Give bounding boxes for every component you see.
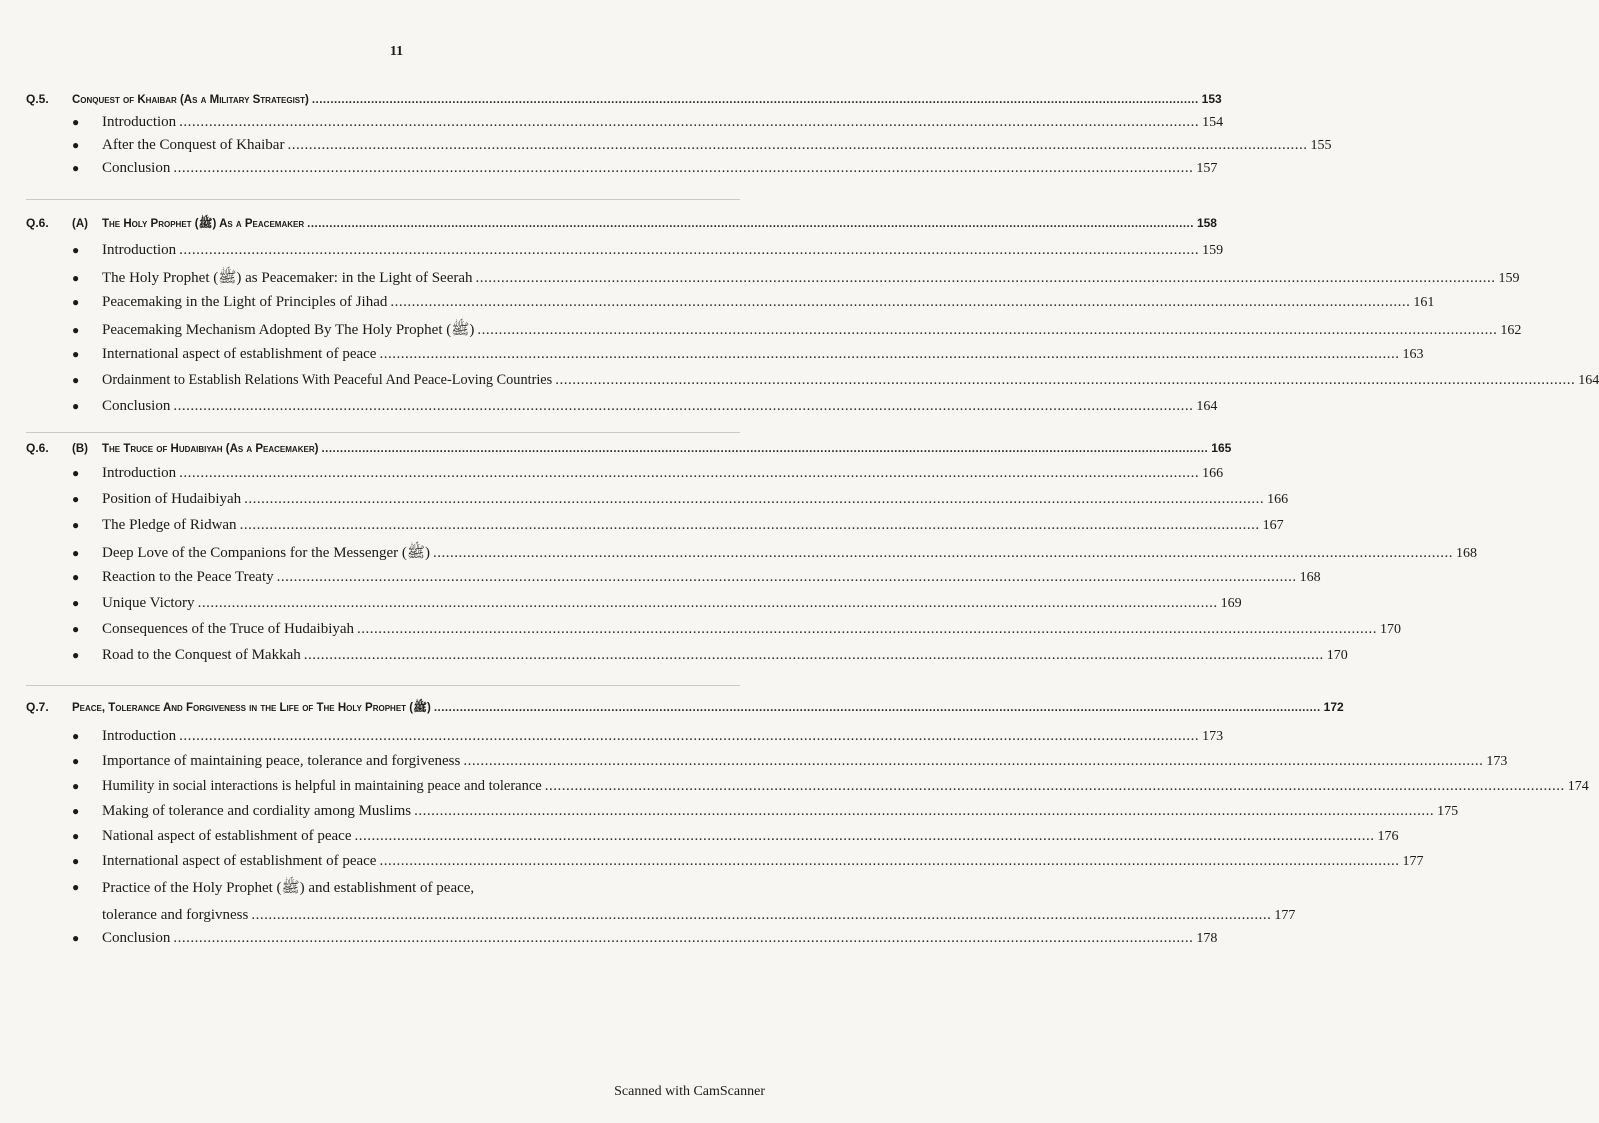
toc-section-q7 xyxy=(26,686,1589,955)
dot-leader xyxy=(198,595,1218,612)
list-item xyxy=(26,828,1399,853)
section-page: 165 xyxy=(1211,441,1232,455)
list-item xyxy=(26,595,1242,621)
bullet-icon: ● xyxy=(72,399,80,413)
entry-title: Peacemaking in the Light of Principles of Jihad xyxy=(102,294,388,310)
bullet-icon: ● xyxy=(72,138,80,152)
entry-list xyxy=(26,465,1478,673)
dot-leader xyxy=(173,398,1193,415)
entry-page: 177 xyxy=(1274,908,1296,923)
bullet-icon: ● xyxy=(72,729,80,743)
list-item xyxy=(26,621,1402,647)
list-item xyxy=(26,137,1332,160)
dot-leader xyxy=(312,94,1199,106)
bullet-icon: ● xyxy=(72,161,80,175)
dot-leader xyxy=(379,853,1399,870)
entry-page: 166 xyxy=(1267,492,1289,507)
dot-leader xyxy=(477,322,1497,339)
entry-list xyxy=(26,728,1589,955)
entry-title: The Pledge of Ridwan xyxy=(102,517,237,533)
section-title: Conquest of Khaibar (As a Military Strategist) xyxy=(72,94,309,106)
bullet-icon: ● xyxy=(72,271,80,285)
section-page: 158 xyxy=(1196,216,1217,230)
entry-title: International aspect of establishment of peace xyxy=(102,346,377,362)
bullet-icon: ● xyxy=(72,622,80,636)
dot-leader xyxy=(434,702,1321,714)
section-heading xyxy=(26,216,1217,236)
dot-leader xyxy=(433,545,1453,562)
bullet-icon: ● xyxy=(72,804,80,818)
entry-title: Introduction xyxy=(102,242,177,258)
list-item xyxy=(26,803,1459,828)
entry-title: Importance of maintaining peace, tolerance and forgiveness xyxy=(102,753,461,769)
entry-title: Deep Love of the Companions for the Messenger (ﷺ) xyxy=(102,545,431,561)
dot-leader xyxy=(179,242,1199,259)
dot-leader xyxy=(277,569,1297,586)
entry-line-two xyxy=(102,907,1295,924)
toc-section-q6b xyxy=(26,433,1478,685)
dot-leader xyxy=(240,517,1260,534)
entry-page: 169 xyxy=(1220,596,1242,611)
bullet-icon: ● xyxy=(72,466,80,480)
list-item xyxy=(26,268,1520,294)
list-item xyxy=(26,517,1284,543)
list-item xyxy=(26,491,1289,517)
entry-page: 164 xyxy=(1578,373,1599,388)
dot-leader xyxy=(555,372,1575,389)
bullet-icon: ● xyxy=(72,323,80,337)
question-number: Q.6. xyxy=(26,216,49,230)
section-heading xyxy=(26,92,1222,112)
question-number: Q.5. xyxy=(26,92,49,106)
entry-title: Humility in social interactions is helpful in maintaining peace and tolerance xyxy=(102,778,542,794)
entry-page: 173 xyxy=(1202,729,1224,744)
entry-title: Conclusion xyxy=(102,930,171,946)
bullet-icon: ● xyxy=(72,754,80,768)
bullet-icon: ● xyxy=(72,779,80,793)
list-item xyxy=(26,753,1508,778)
dot-leader xyxy=(179,114,1199,131)
entry-text-wrap xyxy=(102,878,1295,924)
bullet-icon: ● xyxy=(72,347,80,361)
dot-leader xyxy=(379,346,1399,363)
dot-leader xyxy=(545,778,1565,795)
bullet-icon: ● xyxy=(72,880,80,894)
list-item xyxy=(26,465,1224,491)
entry-title: Introduction xyxy=(102,465,177,481)
bullet-icon: ● xyxy=(72,492,80,506)
bullet-icon: ● xyxy=(72,648,80,662)
entry-title: Position of Hudaibiyah xyxy=(102,491,242,507)
list-item xyxy=(26,320,1522,346)
section-page: 172 xyxy=(1323,700,1344,714)
entry-page: 161 xyxy=(1413,295,1435,310)
list-item xyxy=(26,728,1224,753)
question-number: Q.6. xyxy=(26,441,49,455)
page-number: 11 xyxy=(389,44,404,59)
question-number: Q.7. xyxy=(26,700,49,714)
entry-page: 168 xyxy=(1299,570,1321,585)
list-item xyxy=(26,294,1435,320)
list-item xyxy=(26,242,1224,268)
entry-list xyxy=(26,242,1599,424)
dot-leader xyxy=(355,828,1375,845)
entry-page: 170 xyxy=(1326,648,1348,663)
entry-page: 162 xyxy=(1500,323,1522,338)
entry-page: 167 xyxy=(1262,518,1284,533)
dot-leader xyxy=(179,465,1199,482)
entry-page: 178 xyxy=(1196,931,1218,946)
section-title: Peace, Tolerance And Forgiveness in the Life of The Holy Prophet (ﷺ) xyxy=(72,702,431,714)
dot-leader xyxy=(304,647,1324,664)
list-item xyxy=(26,398,1218,424)
entry-title: After the Conquest of Khaibar xyxy=(102,137,285,153)
dot-leader xyxy=(463,753,1483,770)
entry-page: 159 xyxy=(1202,243,1224,258)
entry-page: 174 xyxy=(1567,779,1589,794)
entry-page: 159 xyxy=(1498,271,1520,286)
entry-title: Consequences of the Truce of Hudaibiyah xyxy=(102,621,355,637)
entry-title: Introduction xyxy=(102,728,177,744)
entry-page: 154 xyxy=(1202,115,1224,130)
bullet-icon: ● xyxy=(72,596,80,610)
section-page: 153 xyxy=(1201,92,1222,106)
bullet-icon: ● xyxy=(72,854,80,868)
dot-leader xyxy=(173,930,1193,947)
list-item xyxy=(26,346,1424,372)
dot-leader xyxy=(357,621,1377,638)
entry-title: Practice of the Holy Prophet (ﷺ) and establishment of peace, xyxy=(102,880,475,896)
entry-title: Introduction xyxy=(102,114,177,130)
toc-section-q5 xyxy=(26,92,1332,199)
toc-section-q6a xyxy=(26,200,1599,432)
entry-page: 157 xyxy=(1196,161,1218,176)
dot-leader xyxy=(390,294,1410,311)
entry-title: Road to the Conquest of Makkah xyxy=(102,647,301,663)
entry-page: 170 xyxy=(1380,622,1402,637)
entry-title: International aspect of establishment of peace xyxy=(102,853,377,869)
table-of-contents xyxy=(26,92,1599,955)
entry-page: 164 xyxy=(1196,399,1218,414)
dot-leader xyxy=(476,270,1496,287)
entry-title: National aspect of establishment of peace xyxy=(102,828,352,844)
bullet-icon: ● xyxy=(72,243,80,257)
dot-leader xyxy=(251,907,1271,924)
scanner-watermark: Scanned with CamScanner xyxy=(614,1084,765,1099)
bullet-icon: ● xyxy=(72,295,80,309)
section-part: (B) xyxy=(72,443,88,455)
entry-page: 163 xyxy=(1402,347,1424,362)
list-item xyxy=(26,543,1478,569)
section-title: The Truce of Hudaibiyah (As a Peacemaker) xyxy=(102,443,319,455)
dot-leader xyxy=(414,803,1434,820)
list-item xyxy=(26,930,1218,955)
dot-leader xyxy=(287,137,1307,154)
dot-leader xyxy=(179,728,1199,745)
section-heading xyxy=(26,441,1232,461)
entry-page: 168 xyxy=(1456,546,1478,561)
bullet-icon: ● xyxy=(72,829,80,843)
entry-list xyxy=(26,114,1332,183)
list-item xyxy=(26,878,1296,930)
entry-page: 155 xyxy=(1310,138,1332,153)
dot-leader xyxy=(244,491,1264,508)
list-item xyxy=(26,372,1599,398)
section-part: (A) xyxy=(72,218,88,230)
entry-title: Ordainment to Establish Relations With Peaceful And Peace-Loving Countries xyxy=(102,372,553,388)
bullet-icon: ● xyxy=(72,115,80,129)
list-item xyxy=(26,114,1224,137)
entry-title: Conclusion xyxy=(102,398,171,414)
entry-page: 173 xyxy=(1486,754,1508,769)
bullet-icon: ● xyxy=(72,518,80,532)
entry-title: Making of tolerance and cordiality among Muslims xyxy=(102,803,412,819)
list-item xyxy=(26,569,1321,595)
section-title: The Holy Prophet (ﷺ) As a Peacemaker xyxy=(102,218,305,230)
dot-leader xyxy=(321,443,1208,455)
entry-page: 166 xyxy=(1202,466,1224,481)
list-item xyxy=(26,160,1218,183)
entry-page: 175 xyxy=(1437,804,1459,819)
bullet-icon: ● xyxy=(72,570,80,584)
list-item xyxy=(26,853,1424,878)
dot-leader xyxy=(173,160,1193,177)
entry-title: Peacemaking Mechanism Adopted By The Holy Prophet (ﷺ) xyxy=(102,322,475,338)
entry-title: Reaction to the Peace Treaty xyxy=(102,569,274,585)
section-heading xyxy=(26,700,1344,720)
dot-leader xyxy=(307,218,1194,230)
entry-page: 176 xyxy=(1377,829,1399,844)
bullet-icon: ● xyxy=(72,373,80,387)
entry-page: 177 xyxy=(1402,854,1424,869)
list-item xyxy=(26,778,1589,803)
entry-title: The Holy Prophet (ﷺ) as Peacemaker: in the Light of Seerah xyxy=(102,270,473,286)
entry-title-continued: tolerance and forgivness xyxy=(102,907,249,923)
entry-title: Conclusion xyxy=(102,160,171,176)
bullet-icon: ● xyxy=(72,546,80,560)
entry-title: Unique Victory xyxy=(102,595,195,611)
list-item xyxy=(26,647,1348,673)
bullet-icon: ● xyxy=(72,931,80,945)
